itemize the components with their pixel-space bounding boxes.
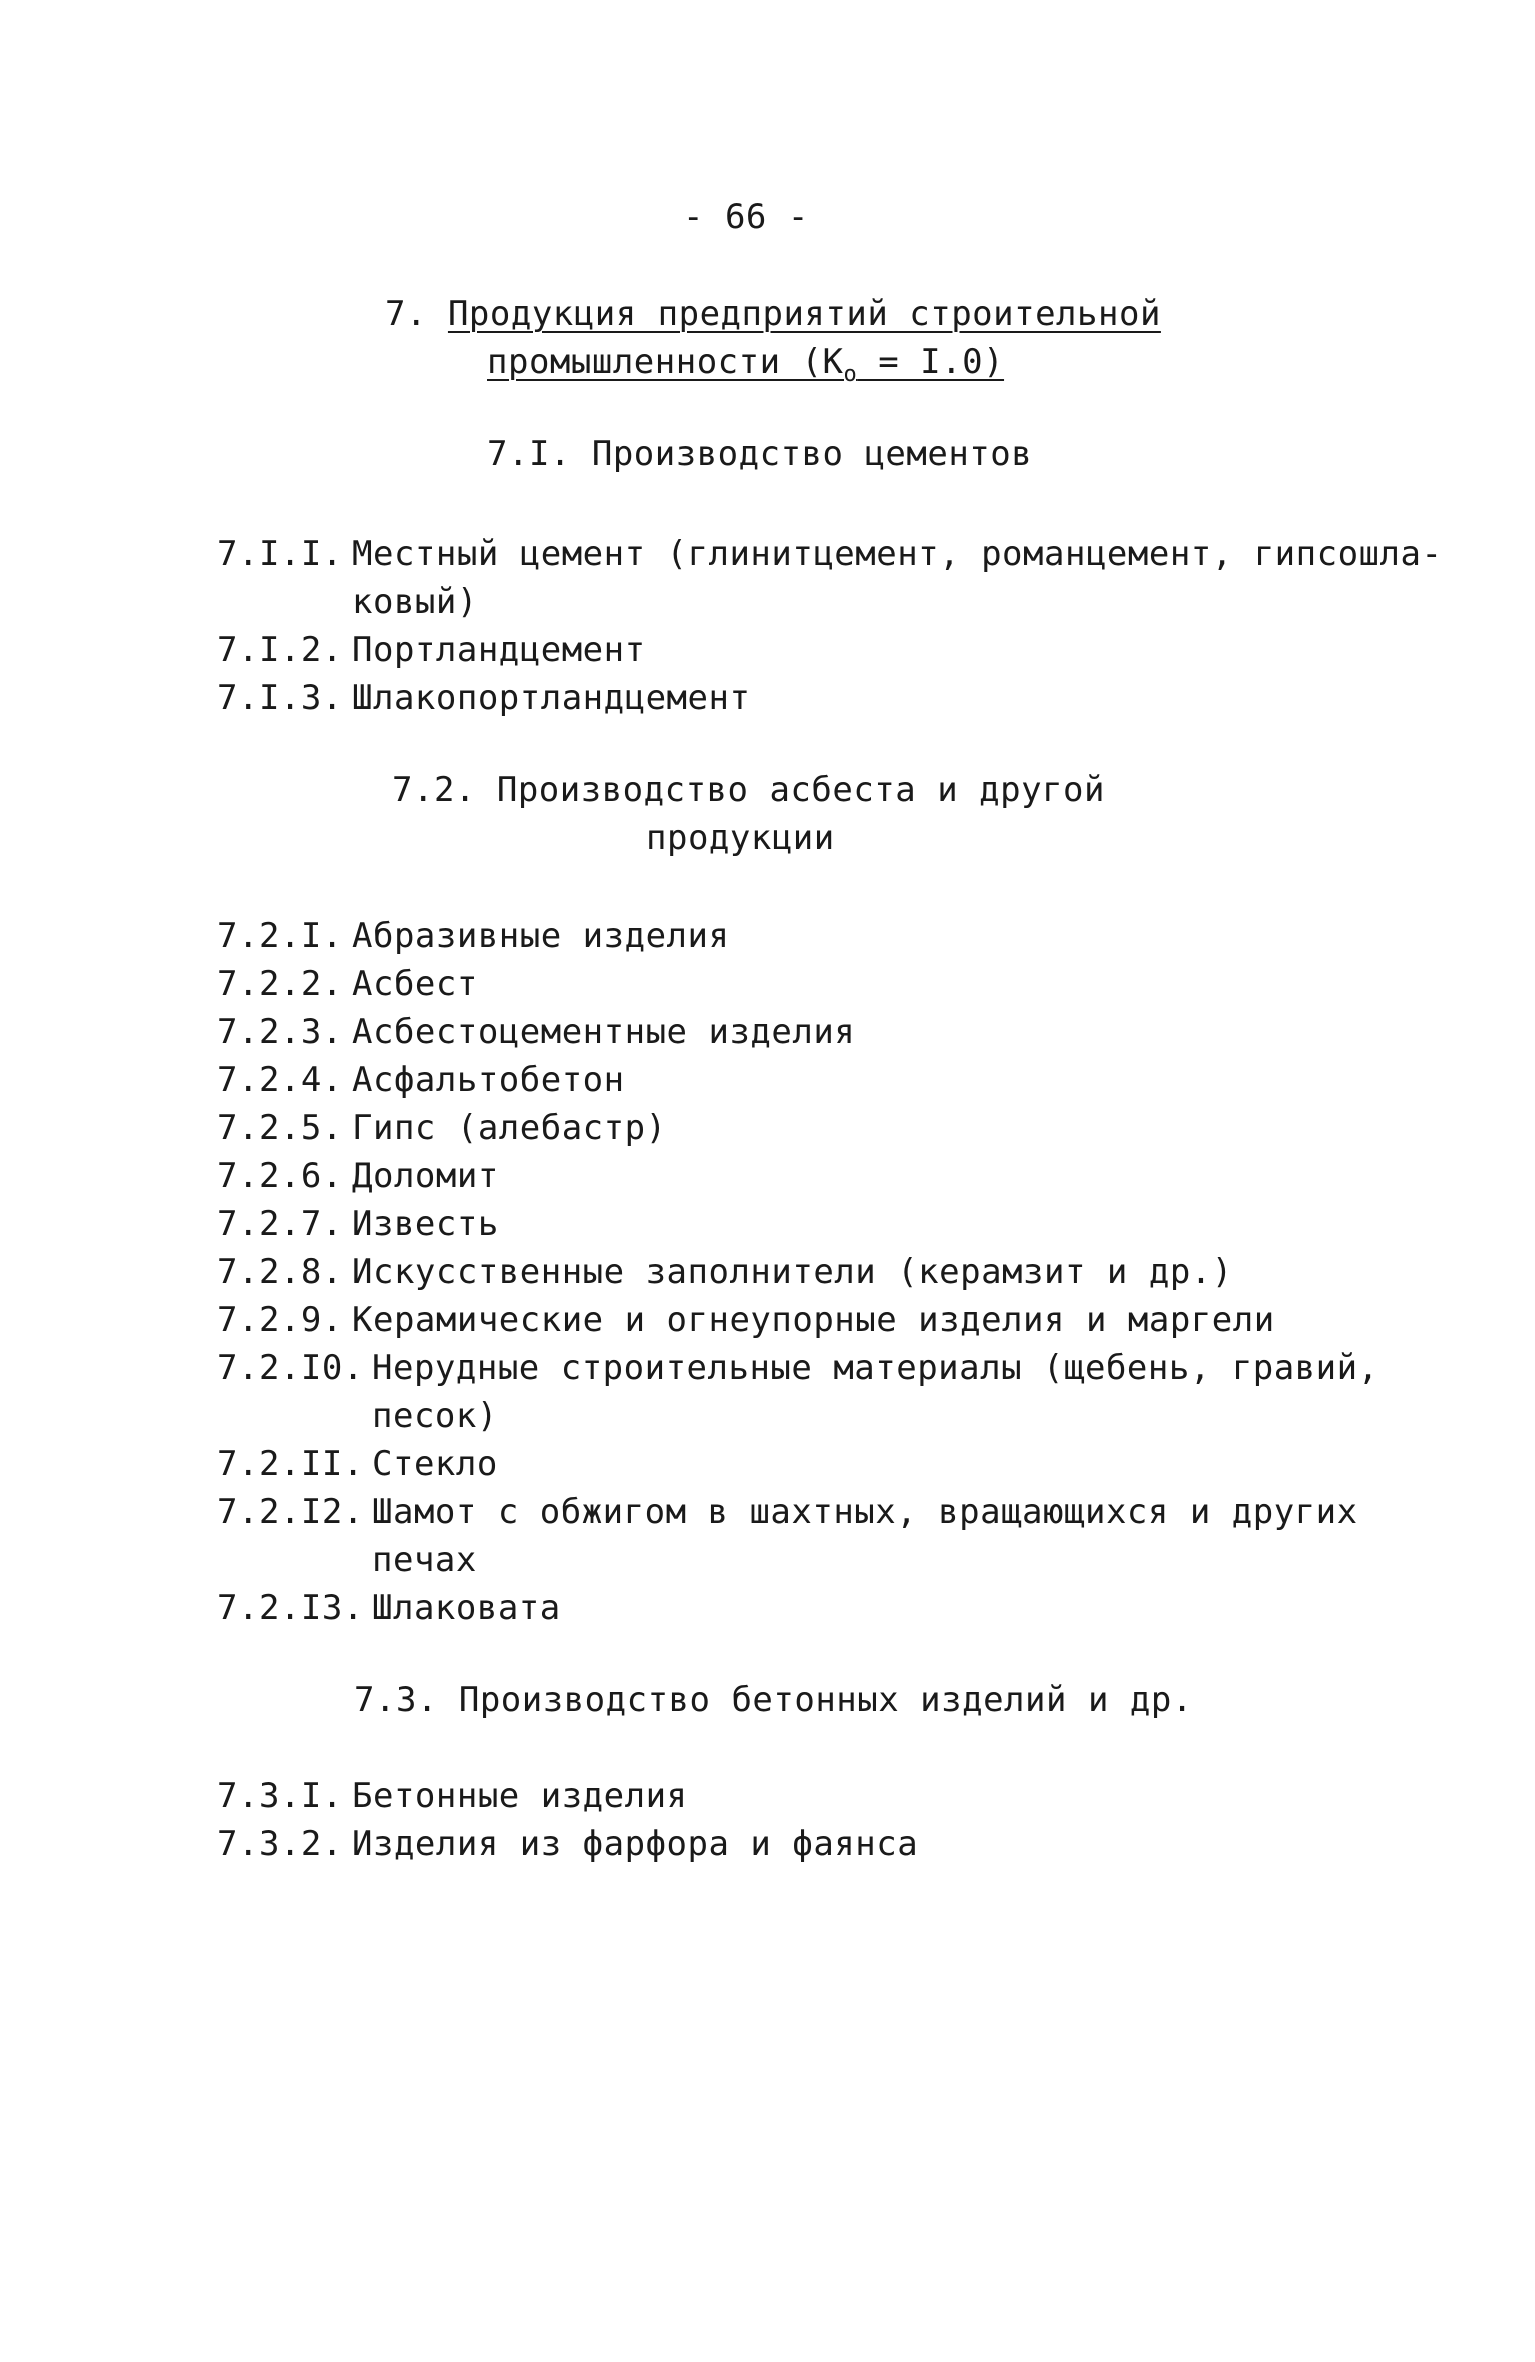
item-text-continuation: ковый) <box>352 582 478 622</box>
list-item <box>217 1772 688 1820</box>
subscript: о <box>843 362 858 387</box>
item-number: 7.I.I. <box>217 534 343 574</box>
item-text: Шлакопортландцемент <box>352 678 751 718</box>
section-heading: 7.3. Производство бетонных изделий и др. <box>354 1680 1193 1720</box>
list-item <box>217 1056 625 1104</box>
item-number: 7.2.5. <box>217 1108 343 1148</box>
item-number: 7.2.6. <box>217 1156 343 1196</box>
chapter-title-line1: Продукция предприятий строительной <box>447 294 1161 334</box>
item-number: 7.I.3. <box>217 678 343 718</box>
item-text: Асбестоцементные изделия <box>352 1012 856 1052</box>
list-item <box>217 1008 855 1056</box>
list-item <box>217 960 478 1008</box>
item-number: 7.2.I2. <box>217 1492 364 1532</box>
item-text: Местный цемент (глинитцемент, романцемент, гипсошла- <box>352 534 1443 574</box>
chapter-title-line2: промышленности $(К_о = I.0)$ <box>487 342 1005 387</box>
chapter-title <box>385 290 1161 338</box>
item-text: Керамические и огнеупорные изделия и маргели <box>352 1300 1275 1340</box>
item-text: Асфальтобетон <box>352 1060 625 1100</box>
item-number: 7.2.7. <box>217 1204 343 1244</box>
item-text: Бетонные изделия <box>352 1776 688 1816</box>
page-number: - 66 - <box>683 197 809 237</box>
item-text: Нерудные строительные материалы (щебень, гравий, <box>372 1348 1379 1388</box>
item-text-continuation: песок) <box>372 1396 498 1436</box>
item-text: Искусственные заполнители (керамзит и др.) <box>352 1252 1233 1292</box>
item-text: Шамот с обжигом в шахтных, вращающихся и других <box>372 1492 1358 1532</box>
item-text: Изделия из фарфора и фаянса <box>352 1824 919 1864</box>
list-item <box>217 1344 1379 1392</box>
item-number: 7.2.I3. <box>217 1588 364 1628</box>
list-item <box>217 1440 498 1488</box>
list-item <box>217 1488 1358 1536</box>
item-text: Доломит <box>352 1156 499 1196</box>
item-text: Шлаковата <box>372 1588 561 1628</box>
item-text: Портландцемент <box>352 630 646 670</box>
section-heading-continuation: продукции <box>646 818 835 858</box>
item-number: 7.2.4. <box>217 1060 343 1100</box>
item-number: 7.3.I. <box>217 1776 343 1816</box>
list-item <box>217 1200 499 1248</box>
item-number: 7.2.II. <box>217 1444 364 1484</box>
list-item <box>217 1248 1233 1296</box>
item-number: 7.3.2. <box>217 1824 343 1864</box>
list-item <box>217 1296 1275 1344</box>
list-item <box>217 530 1442 578</box>
item-number: 7.I.2. <box>217 630 343 670</box>
item-number: 7.2.3. <box>217 1012 343 1052</box>
list-item <box>217 626 646 674</box>
item-text: Гипс (алебастр) <box>352 1108 667 1148</box>
item-number: 7.2.2. <box>217 964 343 1004</box>
list-item <box>217 674 750 722</box>
item-number: 7.2.8. <box>217 1252 343 1292</box>
list-item <box>217 1104 667 1152</box>
item-number: 7.2.I0. <box>217 1348 364 1388</box>
list-item <box>217 1584 561 1632</box>
chapter-number: 7. <box>385 294 427 334</box>
section-heading: 7.I. Производство цементов <box>487 434 1033 474</box>
item-text: Абразивные изделия <box>352 916 730 956</box>
list-item <box>217 1820 918 1868</box>
list-item <box>217 912 729 960</box>
item-text-continuation: печах <box>372 1540 477 1580</box>
item-text: Известь <box>352 1204 499 1244</box>
item-number: 7.2.I. <box>217 916 343 956</box>
item-text: Асбест <box>352 964 478 1004</box>
item-number: 7.2.9. <box>217 1300 343 1340</box>
list-item <box>217 1152 499 1200</box>
item-text: Стекло <box>372 1444 498 1484</box>
section-heading: 7.2. Производство асбеста и другой <box>392 770 1105 810</box>
